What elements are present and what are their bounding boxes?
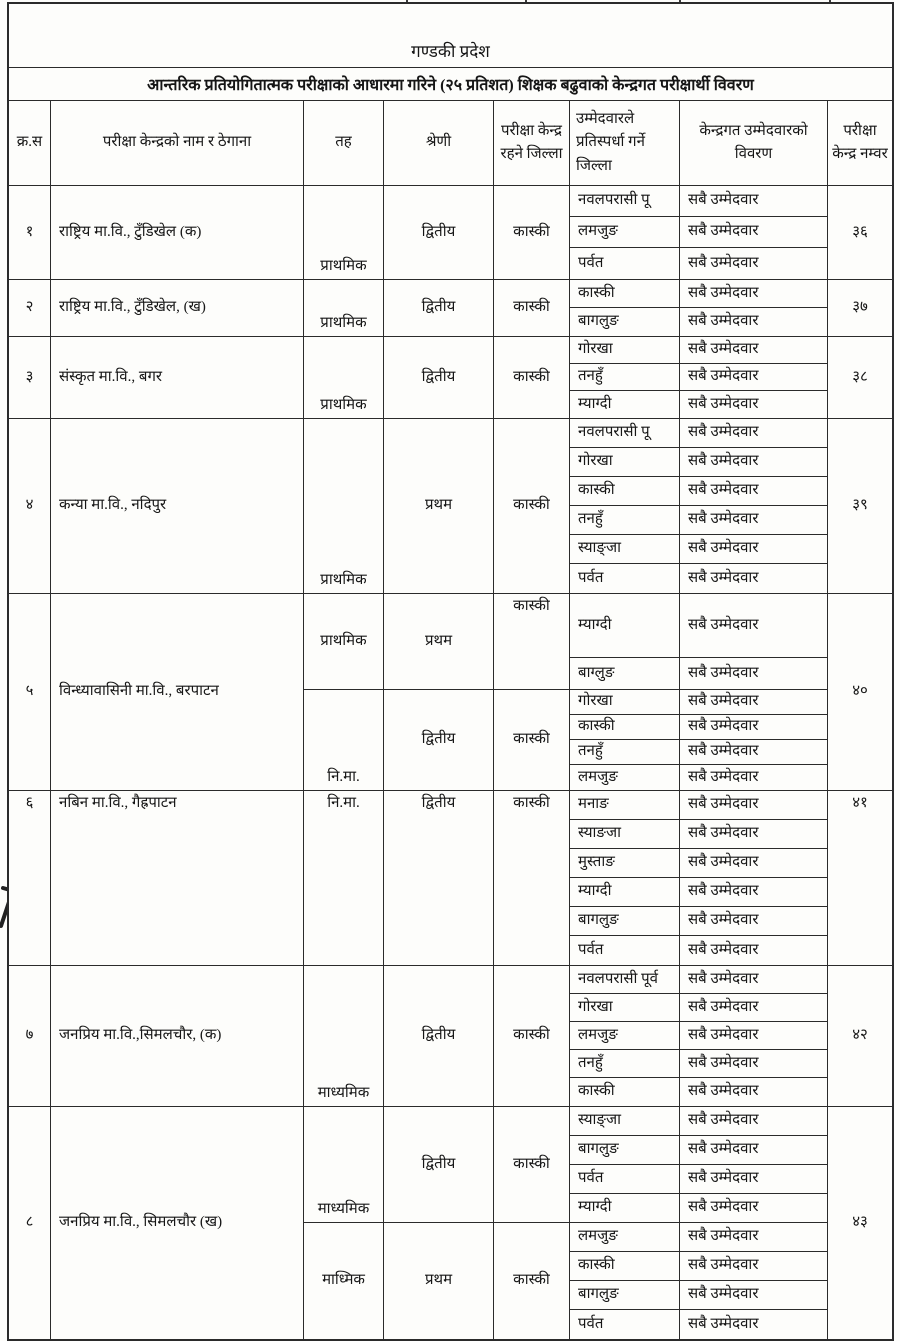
district-cell: नवलपरासी पूर्व xyxy=(570,966,680,994)
grade-cell: द्वितीय xyxy=(384,280,494,336)
detail-cell: सबै उम्मेदवार xyxy=(680,1165,828,1194)
district-cell: मनाङ xyxy=(570,791,680,820)
district-cell: मुस्ताङ xyxy=(570,849,680,878)
detail-cell: सबै उम्मेदवार xyxy=(680,1107,828,1136)
grade-cell: द्वितीय xyxy=(384,690,494,790)
level-cell: प्राथमिक xyxy=(304,186,384,279)
detail-cell: सबै उम्मेदवार xyxy=(680,248,828,279)
district-cell: कास्की xyxy=(570,280,680,308)
district-cell: पर्वत xyxy=(570,248,680,279)
table-body xyxy=(9,186,892,1339)
district-cell: बाग्लुङ xyxy=(570,658,680,690)
detail-cell: सबै उम्मेदवार xyxy=(680,1194,828,1223)
center-no-cell: ३६ xyxy=(852,223,868,240)
detail-cell: सबै उम्मेदवार xyxy=(680,765,828,790)
table-row xyxy=(9,186,892,280)
level-cell: माध्मिक xyxy=(304,1223,384,1339)
grade-cell: द्वितीय xyxy=(384,966,494,1106)
exam-district-cell: कास्की xyxy=(494,1223,570,1339)
district-cell: बागलुङ xyxy=(570,308,680,336)
sn-cell: १ xyxy=(9,186,51,279)
center-name-cell: कन्या मा.वि., नदिपुर xyxy=(51,419,304,593)
detail-cell: सबै उम्मेदवार xyxy=(680,1022,828,1050)
detail-cell: सबै उम्मेदवार xyxy=(680,820,828,849)
table-row xyxy=(9,594,892,791)
center-name-cell: विन्ध्यावासिनी मा.वि., बरपाटन xyxy=(51,594,304,790)
level-cell: प्राथमिक xyxy=(304,594,384,690)
detail-cell: सबै उम्मेदवार xyxy=(680,506,828,535)
detail-cell: सबै उम्मेदवार xyxy=(680,419,828,448)
detail-cell: सबै उम्मेदवार xyxy=(680,936,828,965)
detail-cell: सबै उम्मेदवार xyxy=(680,186,828,217)
district-cell: गोरखा xyxy=(570,337,680,364)
exam-district-cell: कास्की xyxy=(494,337,570,418)
level-cell: माध्यमिक xyxy=(304,1107,384,1223)
district-cell: लमजुङ xyxy=(570,217,680,248)
table-row xyxy=(9,1107,892,1339)
detail-cell: सबै उम्मेदवार xyxy=(680,477,828,506)
detail-cell: सबै उम्मेदवार xyxy=(680,280,828,308)
center-no-cell: ४३ xyxy=(852,1214,868,1231)
detail-cell: सबै उम्मेदवार xyxy=(680,594,828,658)
district-cell: नवलपरासी पू xyxy=(570,419,680,448)
district-cell: पर्वत xyxy=(570,936,680,965)
exam-district-cell: कास्की xyxy=(494,1107,570,1223)
center-name-cell: जनप्रिय मा.वि.,सिमलचौर, (क) xyxy=(51,966,304,1106)
district-cell: तनहुँ xyxy=(570,740,680,765)
exam-district-cell: कास्की xyxy=(494,280,570,336)
exam-district-cell: कास्की xyxy=(494,594,570,690)
detail-cell: सबै उम्मेदवार xyxy=(680,1252,828,1281)
grade-cell: प्रथम xyxy=(384,594,494,690)
table-row xyxy=(9,966,892,1107)
district-cell: लमजुङ xyxy=(570,1022,680,1050)
exam-district-cell: कास्की xyxy=(494,419,570,593)
center-no-cell: ४२ xyxy=(852,1027,868,1044)
sn-cell: ७ xyxy=(9,966,51,1106)
sn-cell: ४ xyxy=(9,419,51,593)
level-cell: नि.मा. xyxy=(304,690,384,790)
sn-cell: ३ xyxy=(9,337,51,418)
detail-cell: सबै उम्मेदवार xyxy=(680,1078,828,1106)
detail-cell: सबै उम्मेदवार xyxy=(680,878,828,907)
level-cell: माध्यमिक xyxy=(304,966,384,1106)
detail-cell: सबै उम्मेदवार xyxy=(680,337,828,364)
table-row xyxy=(9,337,892,419)
detail-cell: सबै उम्मेदवार xyxy=(680,690,828,715)
detail-cell: सबै उम्मेदवार xyxy=(680,994,828,1022)
exam-district-cell: कास्की xyxy=(494,791,570,965)
detail-cell: सबै उम्मेदवार xyxy=(680,391,828,418)
grade-cell: प्रथम xyxy=(384,1223,494,1339)
detail-cell: सबै उम्मेदवार xyxy=(680,849,828,878)
district-cell: पर्वत xyxy=(570,1165,680,1194)
level-cell: नि.मा. xyxy=(304,791,384,965)
district-cell: स्याङ्जा xyxy=(570,1107,680,1136)
detail-cell: सबै उम्मेदवार xyxy=(680,907,828,936)
document-table-frame xyxy=(7,2,894,1341)
table-header-row xyxy=(9,101,892,186)
detail-cell: सबै उम्मेदवार xyxy=(680,966,828,994)
center-name-cell: राष्ट्रिय मा.वि., टुँडिखेल (क) xyxy=(51,186,304,279)
district-cell: म्याग्दी xyxy=(570,391,680,418)
center-no-cell: ४१ xyxy=(852,795,868,811)
level-cell: प्राथमिक xyxy=(304,419,384,593)
detail-cell: सबै उम्मेदवार xyxy=(680,1310,828,1339)
center-no-cell: ३९ xyxy=(852,497,868,514)
district-cell: स्याङजा xyxy=(570,820,680,849)
district-cell: गोरखा xyxy=(570,994,680,1022)
level-cell: प्राथमिक xyxy=(304,337,384,418)
sn-cell: ८ xyxy=(9,1107,51,1339)
table-row xyxy=(9,280,892,337)
district-cell: गोरखा xyxy=(570,448,680,477)
district-cell: गोरखा xyxy=(570,690,680,715)
document-subtitle: आन्तरिक प्रतियोगितात्मक परीक्षाको आधारमा गरिने (२५ प्रतिशत) शिक्षक बढुवाको केन्द्रगत परीक्षार्थी विवरण xyxy=(9,68,892,101)
header-grade: श्रेणी xyxy=(384,101,494,185)
sn-cell: ५ xyxy=(9,594,51,790)
header-level: तह xyxy=(304,101,384,185)
center-no-cell: ४० xyxy=(852,683,868,700)
district-cell: पर्वत xyxy=(570,1310,680,1339)
district-cell: लमजुङ xyxy=(570,1223,680,1252)
detail-cell: सबै उम्मेदवार xyxy=(680,715,828,740)
district-cell: म्याग्दी xyxy=(570,594,680,658)
grade-cell: प्रथम xyxy=(384,419,494,593)
sn-cell: २ xyxy=(9,280,51,336)
province-title: गण्डकी प्रदेश xyxy=(9,4,892,68)
exam-district-cell: कास्की xyxy=(494,690,570,790)
grade-cell: द्वितीय xyxy=(384,186,494,279)
district-cell: बागलुङ xyxy=(570,907,680,936)
center-name-cell: राष्ट्रिय मा.वि., टुँडिखेल, (ख) xyxy=(51,280,304,336)
detail-cell: सबै उम्मेदवार xyxy=(680,1136,828,1165)
table-row xyxy=(9,791,892,966)
district-cell: लमजुङ xyxy=(570,765,680,790)
detail-cell: सबै उम्मेदवार xyxy=(680,740,828,765)
center-no-cell: ३७ xyxy=(852,299,868,316)
header-sn: क्र.स xyxy=(9,101,51,185)
district-cell: पर्वत xyxy=(570,564,680,593)
district-cell: बागलुङ xyxy=(570,1281,680,1310)
district-cell: बागलुङ xyxy=(570,1136,680,1165)
grade-cell: द्वितीय xyxy=(384,337,494,418)
detail-cell: सबै उम्मेदवार xyxy=(680,535,828,564)
header-candidate-district: उम्मेदवारले प्रतिस्पर्धा गर्ने जिल्ला xyxy=(570,101,680,185)
detail-cell: सबै उम्मेदवार xyxy=(680,364,828,391)
detail-cell: सबै उम्मेदवार xyxy=(680,217,828,248)
center-no-cell: ३८ xyxy=(852,368,868,385)
district-cell: कास्की xyxy=(570,715,680,740)
district-cell: तनहुँ xyxy=(570,506,680,535)
detail-cell: सबै उम्मेदवार xyxy=(680,658,828,690)
sn-cell: ६ xyxy=(9,791,51,965)
header-exam-district: परीक्षा केन्द्र रहने जिल्ला xyxy=(494,101,570,185)
center-name-cell: जनप्रिय मा.वि., सिमलचौर (ख) xyxy=(51,1107,304,1339)
district-cell: म्याग्दी xyxy=(570,878,680,907)
header-center-number: परीक्षा केन्द्र नम्वर xyxy=(832,122,888,162)
detail-cell: सबै उम्मेदवार xyxy=(680,1223,828,1252)
district-cell: तनहुँ xyxy=(570,364,680,391)
district-cell: स्याङ्जा xyxy=(570,535,680,564)
district-cell: नवलपरासी पू xyxy=(570,186,680,217)
district-cell: कास्की xyxy=(570,477,680,506)
detail-cell: सबै उम्मेदवार xyxy=(680,1281,828,1310)
district-cell: कास्की xyxy=(570,1078,680,1106)
grade-cell: द्वितीय xyxy=(384,1107,494,1223)
header-candidate-detail: केन्द्रगत उम्मेदवारको विवरण xyxy=(680,101,828,185)
grade-cell: द्वितीय xyxy=(384,791,494,965)
detail-cell: सबै उम्मेदवार xyxy=(680,308,828,336)
detail-cell: सबै उम्मेदवार xyxy=(680,448,828,477)
district-cell: कास्की xyxy=(570,1252,680,1281)
detail-cell: सबै उम्मेदवार xyxy=(680,564,828,593)
center-name-cell: नबिन मा.वि., गैह्रपाटन xyxy=(51,791,304,965)
exam-district-cell: कास्की xyxy=(494,186,570,279)
header-center-name: परीक्षा केन्द्रको नाम र ठेगाना xyxy=(51,101,304,185)
detail-cell: सबै उम्मेदवार xyxy=(680,1050,828,1078)
table-row xyxy=(9,419,892,594)
district-cell: म्याग्दी xyxy=(570,1194,680,1223)
level-cell: प्राथमिक xyxy=(304,280,384,336)
detail-cell: सबै उम्मेदवार xyxy=(680,791,828,820)
exam-district-cell: कास्की xyxy=(494,966,570,1106)
center-name-cell: संस्कृत मा.वि., बगर xyxy=(51,337,304,418)
district-cell: तनहुँ xyxy=(570,1050,680,1078)
